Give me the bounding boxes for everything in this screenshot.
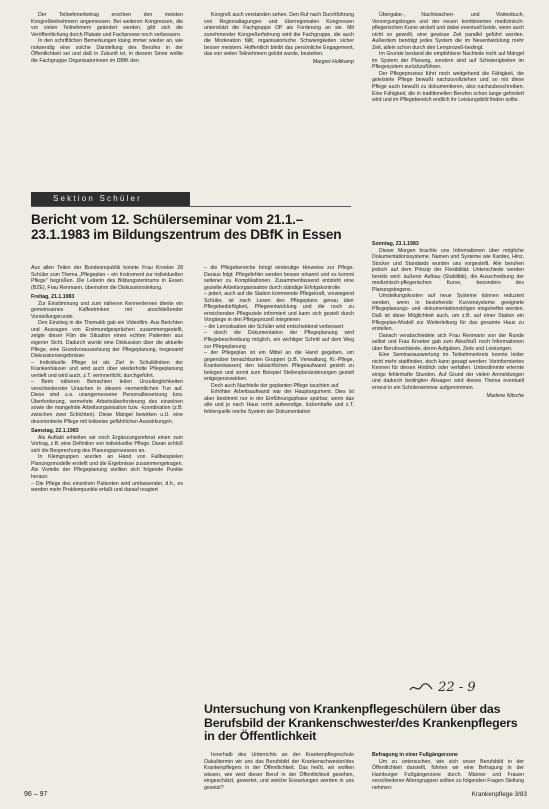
paragraph: Umstellungskosten auf neue Systeme können reduziert werden, wenn in bestehende Kurvensysteme geeignete Pflegeplanungs- und -dokumentationsbögen eingeheftet werden. Daß ist diese Möglichkeit auch, um z.B. auf einer Station ein Pflegeplan-Modell zur Weiterleitung für das gesamte Haus zu erstellen. bbox=[372, 293, 524, 333]
paragraph: Aus allen Teilen der Bundesrepublik konnte Frau Kroeker 28 Schüler zum Thema „Pflegeplan – ein Instrument zur individuellen Pflege" begrüßen. Die Leiterin des Bildungszentrums in Essen (BZE), Frau Renmann, übernahm die Diskussionsleitung. bbox=[31, 265, 183, 291]
paragraph: Danach verabschiedete sich Frau Renmann von der Runde selbst und Frau Kroeker gab zum Abschluß noch Informationen über Berufsverbände, deren Aufgaben, Ziele und Leistungen. bbox=[372, 332, 524, 352]
paragraph: Zur Einstimmung und zum näheren Kennenlernen diente ein gemeinsames Kaffeetrinken mit anschließender Vorstellungsrunde. bbox=[31, 300, 183, 320]
column-1-main bbox=[31, 265, 183, 494]
page-number: 96 – 97 bbox=[24, 791, 48, 798]
paragraph: – Individuelle Pflege ist als Ziel in Schulkliniken der Krankenhäuser und wird auch über wiederholte Pflegeplanung vertieft und wird auch, z.T. verinnerlicht, durchgeführt. bbox=[31, 359, 183, 379]
paragraph: Übergabe-, Nachtwachen- und Visitenbuch, Versorgungsbogen und der neuen kombinierten medizinisch-pflegerischen Kurve wickelt und dabei eventuell beide, wenn auch nicht so gewollt, eine gewisse Zeit parallel geführt werden. Außerdem benötigt jedes System die im Neuentwicklung mehr Zeit, allein schon durch den Lernprozeß-bedingt. bbox=[372, 12, 524, 51]
subheading: Sonntag, 23.1.1983 bbox=[372, 241, 419, 247]
paragraph: Der Teilnehmerbetrag erschien den meisten Kongreßteilnehmern angemessen. Bei weiteren Kongressen, die vor vielen Teilnehmern geändert werden, gibt sich die Veröffentlichung durch Plakate und Fachpresse noch verbessern. bbox=[31, 12, 183, 38]
section-banner: Sektion Schüler bbox=[31, 192, 190, 206]
paragraph: Innerhalb des Unterrichts an der Krankenpflegeschule Oakulitermin wir uns das Berufsbild der Krankenschwester/des Krankenpflegers in der Öffentlichkeit. Das heißt, wir wollten wissen, wie wird dieser Beruf in der Öffentlichkeit gesehen, eingeschätzt, gewertet, und welche Erwartungen werden in uns gesetzt? bbox=[204, 752, 354, 791]
section-rule bbox=[31, 206, 351, 207]
paragraph: – Die Pflege des einzelnen Patienten wird umfassender, d.h., es werden mehr Problempunkte erfaßt und darauf reagiert bbox=[31, 480, 183, 494]
paragraph: – der Pflegeplan ist ein Mittel an die Hand gegeben, um gegenüber benachbarten Gruppen (z.B. Verwaltung, Kr.-Pflege, Krankenkassen) den tatsächlichen Pflegeaufwand gezielt zu belegen und somit zum Beispiel Stellenplanänderungen gezielt entgegenzuwirken. bbox=[204, 350, 354, 383]
paragraph: – durch die Dokumentation der Pflegeplanung wird Pflegebeschreibung möglich, ein wichtiger Schritt auf dem Weg zur Pflegeplanung bbox=[204, 330, 354, 350]
handwritten-scribble-icon bbox=[408, 681, 434, 695]
column-3-top bbox=[372, 12, 524, 104]
paragraph: – Beim näheren Betrachten teilen Unzulänglichkeiten verschiedenster Ursachen in diesem vermeintlichen Tun auf. Diese sind u.a. unangemessene Personalbesetzung bzw. Überforderung, vermehrte Arbeitsüberforderung des einzelnen sowie die mangelnde Arbeitsorganisation bzw. -koordination (z.B. zwischen zwei Schichten). Diese Mängel bewirken u.U. eine desorientierte Pflege mit teilweise gefährlichen Auswirkungen. bbox=[31, 379, 183, 425]
paragraph: – die Pflegebereiche bringt eindeutige Hinweise zur Pflege. Daraus folgt: Pflegefehler werden besser erkannt und es kommt seltener zu Komplikationen. Zusammenfassend entsteht eine gezielte Arbeitsorganisation durch ständige Erfolgskontrolle bbox=[204, 265, 354, 291]
handwritten-note-text: 22 - 9 bbox=[438, 680, 476, 695]
paragraph: Als Auftakt erhielten wir noch Ergänzungsreferat einen zum Vortrag, z.B. eine Definition von individueller Pflege. Daran schloß sich die Besprechung des Planungsprozesses an. bbox=[31, 434, 183, 454]
subheading: Samstag, 22.1.1983 bbox=[31, 428, 79, 435]
column-3-main-text bbox=[372, 241, 524, 392]
column-3-bottom-text bbox=[372, 759, 524, 792]
paragraph: Der Pflegeprozess führt noch weitgehend die Fähigkeit, die geleistete Pflege bewußt nachzuvollziehen und so mit diese Pflege auch bewußt zu dokumentieren, also nachzubeschreiben. Eine Fähigkeit, die in traditionellen Berufen schon lange gefordert wird und im Pflegebereich endlich ihr Leistungsbild finden sollte. bbox=[372, 70, 524, 104]
article-headline: Bericht vom 12. Schülerseminar vom 21.1.–23.1.1983 im Bildungszentrum des DBfK in Essen bbox=[31, 212, 342, 242]
paragraph: In den schriftlichen Bemerkungen klang immer wieder an, wie notwendig eine solche Darstellung des Berufes in der Öffentlichkeit sei und daß in Zukunft ist, in diesem Sinne wollte die Fachgruppe Organisatorinnen im DBfK den bbox=[31, 38, 183, 64]
author-signature: Margret Holtkamp bbox=[312, 58, 354, 65]
paragraph: Eine Seminarauswertung im Teilnehmerkreis konnte leider nicht mehr stattfinden, doch kann gesagt werden: Vorinformiertes Kennen für diesen Hinblick oder verfallen. Unbestimmte erlernte einige fehlerhafte Stunden. Auf Grund der vielen Anmeldungen und dadurch bedingten Absagen wird dieses Thema eventuell erneut in ein Schülerseminar aufgenommen. bbox=[372, 352, 524, 392]
paragraph: Erhöhter Arbeitsaufwand war der Hauptargument. Dies ist aber bestimmt nur in der Einführungsphase spürbar, wenn das alte und je nach Haus recht aufwendige, lückenhafte und z.T. fehlerquelle reiche System der Dokumentation bbox=[204, 389, 354, 416]
paragraph: Den Einstieg in die Thematik gab ein Videofilm. Aus Berichten und Aussagen von Erstmundgesprächen zusammengestellt, zeigte dieser Film die Situation eines echten Patienten aus eigener Sicht. Dadurch wurde eine Diskussion über die aktuelle Pflege, eine Grundvoraussetzung der Pflegeplanung, insgesamt Diskussionsergebnisse: bbox=[31, 320, 183, 360]
paragraph: Kongreß auch verstanden sehen. Den Ruf nach Durchführung von Regionaltagungen und überregionalen Kongressen unterstützt die Fachgruppe OP als Forderung an sie. Mit zunehmender Kongreßerfahrung wird die Fachgruppe, die auch die Moderation fällt, organisatorische Schwierigkeiten sicher besser meistern. Hoffentlich bleibt das persönliche Engagement, das von vielen Teilnehmern gelobt wurde, bestehen. bbox=[204, 12, 354, 58]
column-2-main bbox=[204, 265, 354, 416]
article-headline-2: Untersuchung von Krankenpflegeschülern über das Berufsbild der Krankenschwester/des Krankenpflegers in der Öffentlichkeit bbox=[204, 702, 518, 744]
subheading: Freitag, 21.1.1983 bbox=[31, 294, 75, 301]
journal-footer: Krankenpflege 3/83 bbox=[471, 791, 527, 798]
column-2-top bbox=[204, 12, 354, 65]
column-3-bottom bbox=[372, 752, 524, 791]
paragraph: In Kleingruppen wurden an Hand von Fallbeispielen Planungsmodelle erstellt und die Ergebnisse zusammengetragen. Als Vorteile der Pflegeplanung stellten sich folgende Punkte heraus: bbox=[31, 454, 183, 480]
paragraph: Um zu untersuchen, wie sich unser Berufsbild in der Öffentlichkeit darstellt, führten wir eine Befragung in der Hamburger Fußgängerzone durch. Männer und Frauen verschiedener Altersgruppen sollten zu folgenden Fragen Stellung nehmen: bbox=[372, 758, 524, 791]
paragraph: – jede/r, auch auf die Station kommende Pflegekraft, vorwiegend Schüler, ist nach Lesen des Pflegeplans genau über Pflegebedürftigkeit, Pflegeentwicklung und die noch zu erreichenden Pflegeziele informiert und kann sich gezielt durch Vorgänge in den Pflegeprozeß integrieren bbox=[204, 291, 354, 324]
author-signature: Marlene Nitsche bbox=[486, 392, 524, 399]
paragraph: Im Grunde bestand die empfohlene Nachteile nicht auf Mängel im System der Planung, sondern sind auf Schwierigkeiten im Pflegesystem zurückzuführen. bbox=[372, 51, 524, 71]
subheading: Befragung in einer Fußgängerzone bbox=[372, 752, 458, 758]
paragraph: Doch auch Nachteile der geplanten Pflege tauchten auf. bbox=[211, 382, 340, 389]
paragraph: Dieser Morgen brachte uns Informationen über mögliche Dokumentationssysteme. Namen und Systeme wie Kardex, Hinz, Stocker und Standards wurden uns vorgestellt. Alle beruhen jedoch auf dem Prinzip der Flexibilität: Unterschiede werden bereits wird: äußerer Aufbau (Stabilität), die Ausschreibung der medizinisch-pflegerischen Kurve, besonders des Planungsbogens. bbox=[372, 247, 524, 293]
column-1-top bbox=[31, 12, 183, 64]
column-2-bottom bbox=[204, 752, 354, 791]
handwritten-note bbox=[408, 680, 476, 695]
column-2-top-text bbox=[204, 12, 354, 58]
paragraph: – die Lernsituation der Schüler wird entscheidend verbessert bbox=[204, 323, 344, 330]
column-3-main bbox=[372, 238, 524, 399]
